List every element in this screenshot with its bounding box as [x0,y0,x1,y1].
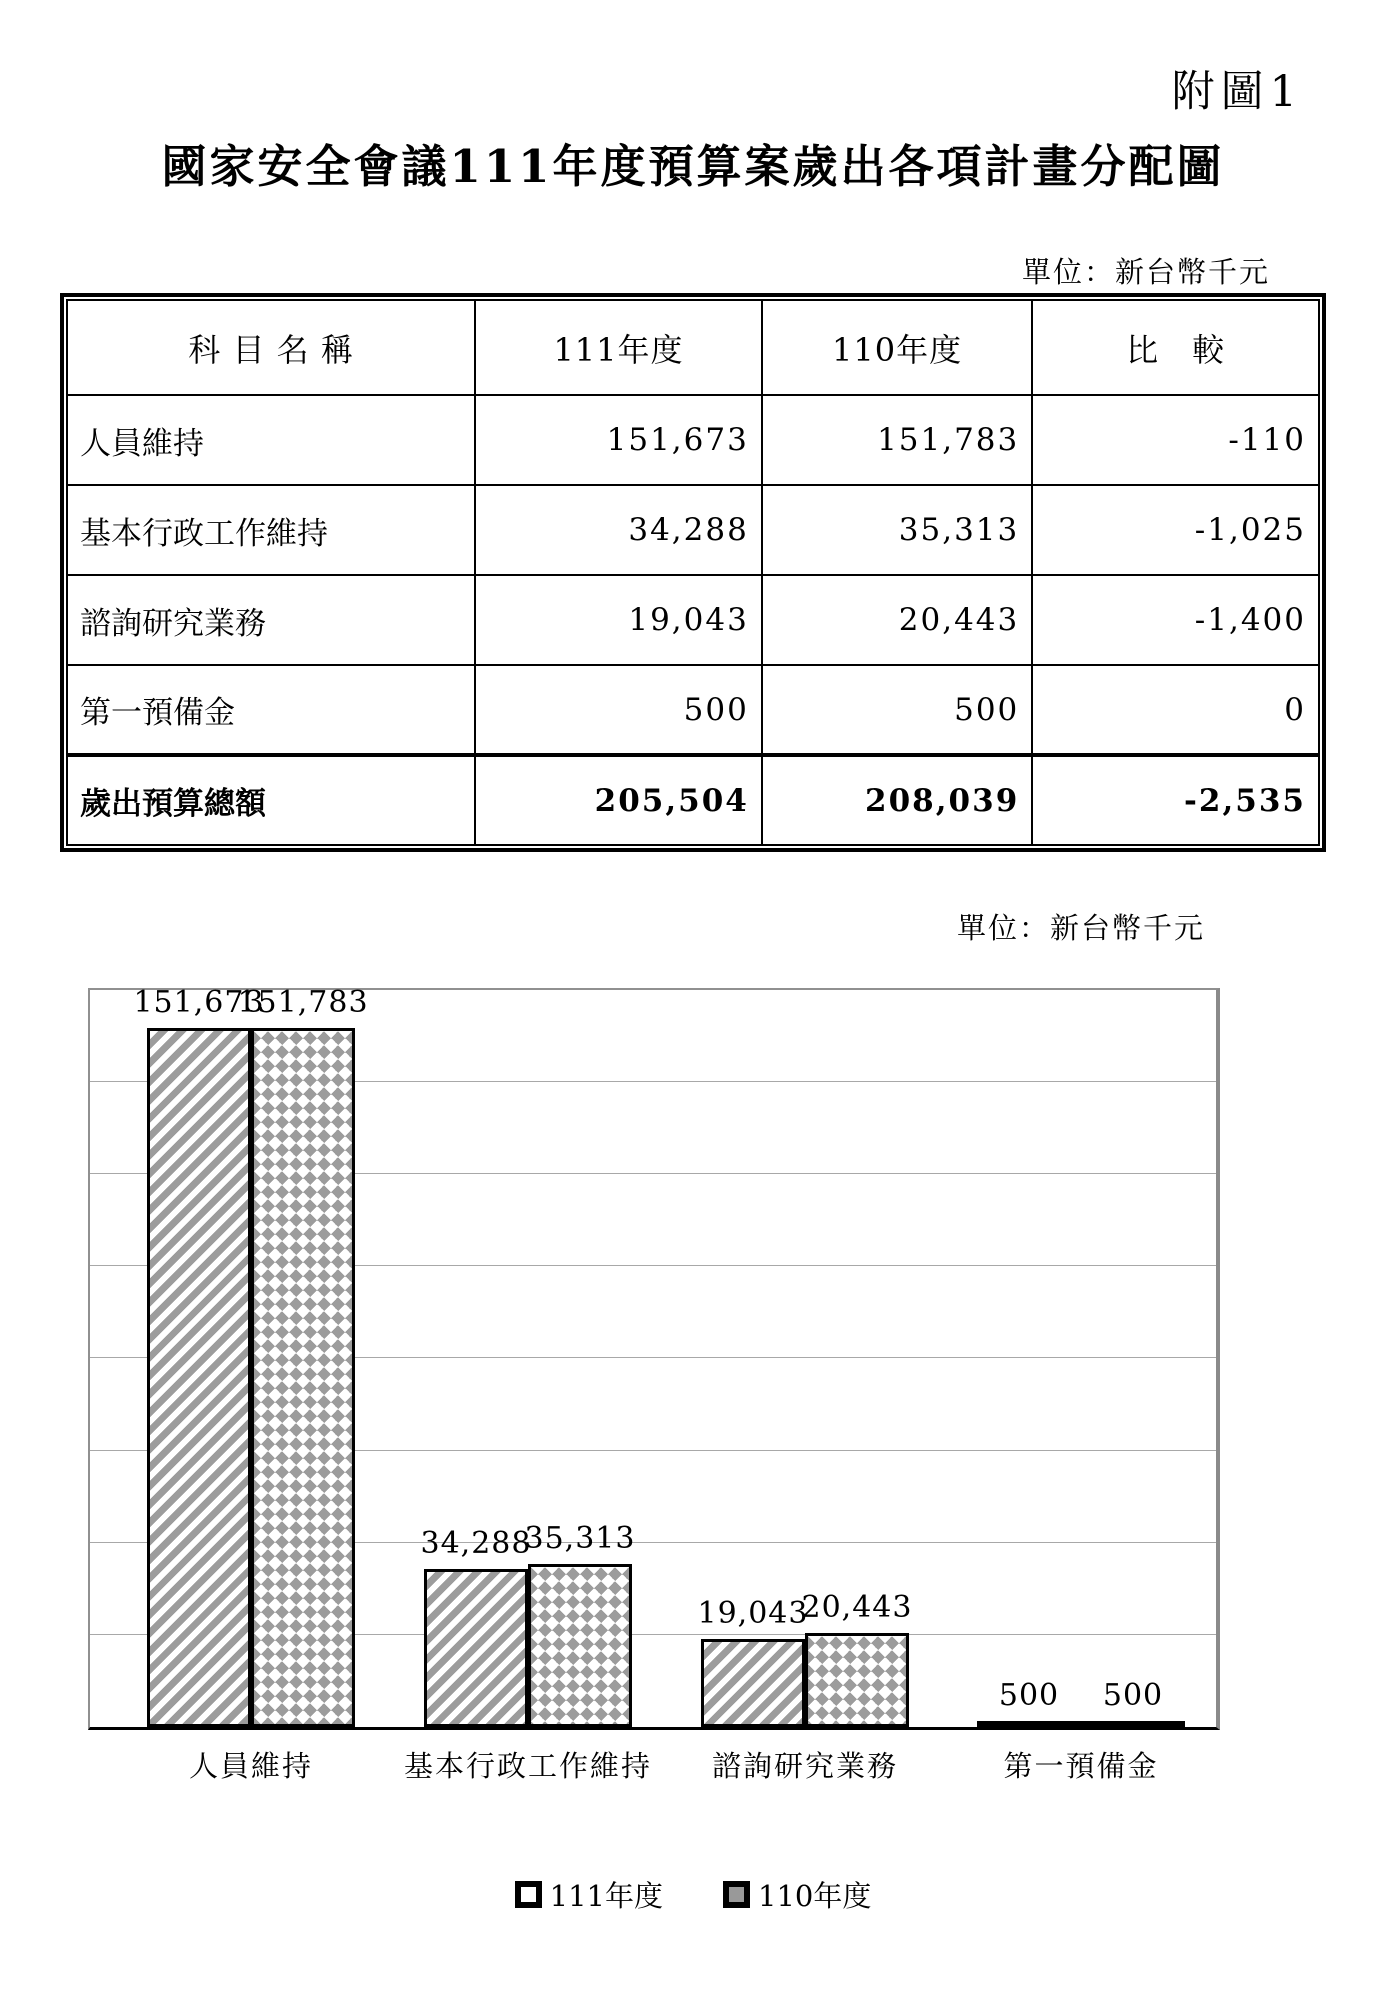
unit-note-chart: 單位：新台幣千元 [956,911,1205,945]
bar-111年度 [147,1028,251,1727]
row-item-name: 第一預備金 [67,665,475,755]
bar-value-label: 20,443 [801,1590,913,1625]
total-item-name: 歲出預算總額 [67,755,475,845]
row-fy111-value: 500 [475,665,762,755]
total-diff-value: -2,535 [1032,755,1319,845]
page-title: 國家安全會議111年度預算案歲出各項計畫分配圖 [161,140,1225,193]
bar-111年度 [701,1639,805,1727]
row-diff-value: -1,400 [1032,575,1319,665]
col-header-item-name: 科 目 名 稱 [67,300,475,395]
row-item-name: 諮詢研究業務 [67,575,475,665]
bar-value-label: 500 [998,1678,1060,1713]
row-item-name: 人員維持 [67,395,475,485]
col-header-diff: 比 較 [1032,300,1319,395]
bar-value-label: 151,783 [237,985,369,1020]
total-fy110-value: 208,039 [762,755,1032,845]
category-label: 人員維持 [188,1749,313,1783]
category-label: 第一預備金 [1003,1749,1159,1783]
chart-legend [0,1874,1386,1915]
bar-110年度 [528,1564,632,1727]
bar-value-label: 34,288 [420,1526,532,1561]
chart-plot-area [88,985,1220,1730]
bar-chart [88,985,1220,1798]
table-header-row [67,300,1319,395]
bar-111年度 [977,1721,1081,1727]
col-header-fy110: 110年度 [762,300,1032,395]
legend-item-fy111 [515,1874,663,1915]
total-fy111-value: 205,504 [475,755,762,845]
legend-label-fy111: 111年度 [549,1879,663,1913]
bar-value-label: 19,043 [697,1596,809,1631]
row-fy111-value: 19,043 [475,575,762,665]
budget-table [66,299,1320,846]
bar-value-label: 500 [1102,1678,1164,1713]
bar-111年度 [424,1569,528,1727]
bar-110年度 [1081,1721,1185,1727]
row-fy110-value: 20,443 [762,575,1032,665]
col-header-fy111: 111年度 [475,300,762,395]
table-total-row [67,755,1319,845]
legend-swatch-checker-icon [723,1881,750,1908]
bar-value-label: 151,673 [133,985,265,1020]
bar-value-label: 35,313 [524,1521,636,1556]
unit-note-table: 單位：新台幣千元 [1021,255,1270,289]
category-label: 基本行政工作維持 [403,1749,652,1783]
category-label: 諮詢研究業務 [711,1749,898,1783]
row-fy110-value: 500 [762,665,1032,755]
table-row [67,395,1319,485]
row-item-name: 基本行政工作維持 [67,485,475,575]
legend-item-fy110 [723,1874,871,1915]
row-diff-value: -110 [1032,395,1319,485]
row-diff-value: -1,025 [1032,485,1319,575]
legend-swatch-hatch-icon [515,1881,542,1908]
bar-110年度 [805,1633,909,1727]
legend-label-fy110: 110年度 [758,1879,872,1913]
table-row [67,575,1319,665]
budget-table-wrap [60,293,1326,852]
figure-tag: 附圖1 [1171,67,1303,117]
table-row [67,485,1319,575]
table-row [67,665,1319,755]
row-fy110-value: 35,313 [762,485,1032,575]
bar-110年度 [251,1028,355,1727]
row-fy111-value: 34,288 [475,485,762,575]
row-diff-value: 0 [1032,665,1319,755]
row-fy110-value: 151,783 [762,395,1032,485]
row-fy111-value: 151,673 [475,395,762,485]
